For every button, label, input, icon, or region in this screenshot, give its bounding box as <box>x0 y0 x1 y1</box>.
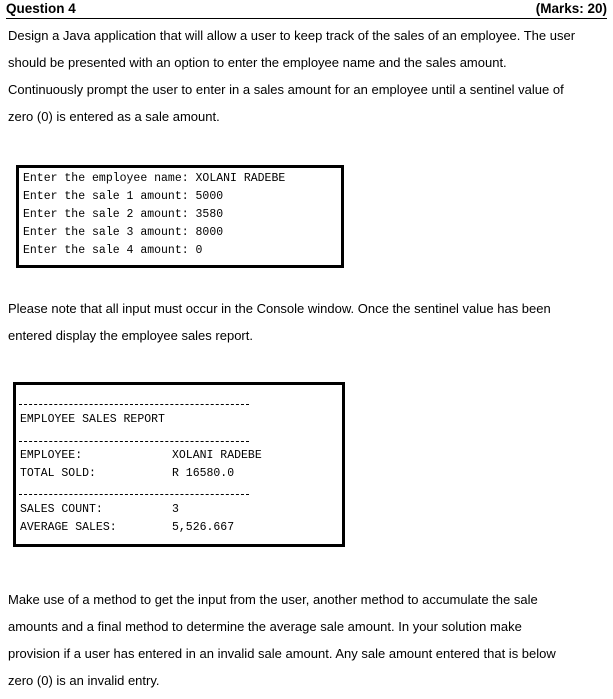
paragraph-line: amounts and a final method to determine the average sale amount. In your solution make <box>8 619 522 634</box>
report-divider <box>19 494 249 495</box>
paragraph-line: entered display the employee sales report. <box>8 328 253 343</box>
report-title: EMPLOYEE SALES REPORT <box>20 413 165 426</box>
console-line: Enter the employee name: XOLANI RADEBE <box>23 172 286 185</box>
report-divider <box>19 404 249 405</box>
average-sales-label: AVERAGE SALES: <box>20 521 117 534</box>
employee-label: EMPLOYEE: <box>20 449 83 462</box>
console-line: Enter the sale 3 amount: 8000 <box>23 226 224 239</box>
paragraph-line: Please note that all input must occur in the Console window. Once the sentinel value has been <box>8 301 551 316</box>
paragraph-line: zero (0) is an invalid entry. <box>8 673 160 688</box>
employee-value: XOLANI RADEBE <box>172 449 262 462</box>
requirements-paragraph <box>8 586 604 694</box>
question-marks: (Marks: 20) <box>535 1 607 16</box>
console-input-sample <box>16 165 344 268</box>
paragraph-line: Design a Java application that will allow a user to keep track of the sales of an employee. The user <box>8 28 576 43</box>
paragraph-line: Continuously prompt the user to enter in a sales amount for an employee until a sentinel value of <box>8 82 564 97</box>
paragraph-line: provision if a user has entered in an invalid sale amount. Any sale amount entered that is below <box>8 646 556 661</box>
sales-report-sample <box>13 382 345 547</box>
paragraph-line: should be presented with an option to enter the employee name and the sales amount. <box>8 55 507 70</box>
total-sold-value: R 16580.0 <box>172 467 235 480</box>
question-title: Question 4 <box>6 1 76 16</box>
sales-count-value: 3 <box>172 503 179 516</box>
sales-count-label: SALES COUNT: <box>20 503 103 516</box>
console-line: Enter the sale 2 amount: 3580 <box>23 208 224 221</box>
average-sales-value: 5,526.667 <box>172 521 235 534</box>
paragraph-line: Make use of a method to get the input from the user, another method to accumulate the sale <box>8 592 538 607</box>
total-sold-label: TOTAL SOLD: <box>20 467 96 480</box>
console-line: Enter the sale 4 amount: 0 <box>23 244 203 257</box>
intro-paragraph <box>8 22 604 130</box>
question-header <box>6 0 607 19</box>
paragraph-line: zero (0) is entered as a sale amount. <box>8 109 220 124</box>
console-line: Enter the sale 1 amount: 5000 <box>23 190 224 203</box>
report-divider <box>19 441 249 442</box>
console-note-paragraph <box>8 295 604 349</box>
